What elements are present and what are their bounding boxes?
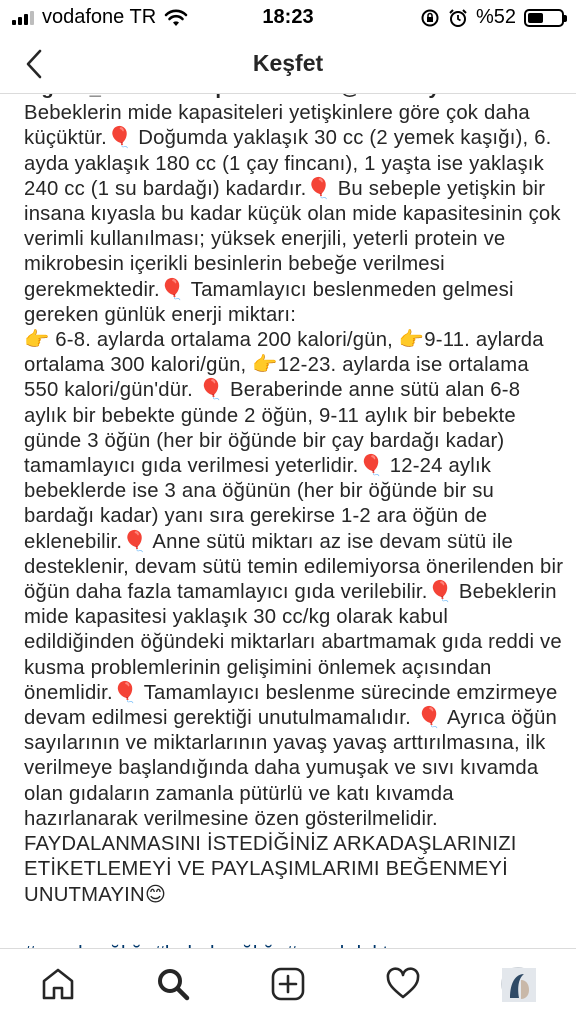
rotation-lock-icon — [420, 8, 440, 28]
battery-level-fill — [528, 13, 543, 23]
home-icon — [40, 966, 76, 1002]
tab-search[interactable] — [143, 956, 203, 1012]
tab-new-post[interactable] — [258, 956, 318, 1012]
search-icon — [155, 966, 191, 1002]
carrier-label: vodafone TR — [42, 6, 157, 28]
status-bar — [0, 0, 576, 36]
avatar-image — [502, 968, 536, 1002]
status-time: 18:23 — [262, 6, 314, 28]
caption-text: Bebeklerin mide kapasiteleri yetişkinlere göre çok daha küçüktür.🎈 Doğumda yaklaşık 30 cc (2 yemek kaşığı), 6. ayda yaklaşık 180 cc (1 çay fincanı), 1 yaşta ise yaklaşık 240 cc (1 su bardağı) kadardır.🎈 Bu sebeple yetişkin bir insana kıyasla bu kadar küçük olan mide kapasitesinin çok verimli kullanılması; yüksek enerjili, yeterli protein ve mikrobesin içerikli besinlerin bebeğe verilmesi gerekmektedir.🎈 Tamamlayıcı beslenmeden gelmesi gereken günlük enerji miktarı: 👉 6-8. aylarda ortalama 200 kalori/gün, 👉9-11. aylarda ortalama 300 kalori/gün, 👉12-23. aylarda ise ortalama 550 kalori/gün'dür. 🎈 Beraberinde anne sütü alan 6-8 aylık bir bebekte günde 2 öğün, 9-11 aylık bir bebekte günde 3 öğün (her bir öğünde bir çay bardağı kadar) tamamlayıcı gıda verilmesi yeterlidir.🎈 12-24 aylık bebeklerde ise 3 ana öğünün (her bir öğünde bir su bardağı kadar) yanı sıra gerekirse 1-2 ara öğün de eklenebilir.🎈 Anne sütü miktarı az ise devam sütü ile desteklenir, devam sütü temin edilemiyorsa önerilenden bir öğün daha fazla tamamlayıcı gıda verilebilir.🎈 Bebeklerin mide kapasitesi yaklaşık 30 cc/kg olarak kabul edildiğinden öğündeki miktarları abartmamak gıda reddi ve kusma problemlerinin gelişimini önlemek açısından önemlidir.🎈 Tamamlayıcı beslenme sürecinde emzirmeye devam edilmesi gerektiği unutulmamalıdır. 🎈 Ayrıca öğün sayılarının ve miktarlarının yavaş yavaş arttırılmasına, ilk verilmeye başlandığında daha yumuşak ve sıvı kıvamda olan gıdaların zamanla pütürlü ve katı kıvamda hazırlanarak verilmesine özen gösterilmelidir. FAYDALANMASINI İSTEDİĞİNİZ ARKADAŞLARINIZI ETİKETLEMEYİ VE PAYLAŞIMLARIMI BEĞENMEYİ UNUTMAYIN😊 — [24, 102, 564, 906]
alarm-clock-icon — [448, 8, 468, 28]
bottom-tab-bar — [0, 948, 576, 1024]
battery-icon — [524, 9, 564, 27]
add-post-icon — [270, 966, 306, 1002]
post-caption-area[interactable] — [24, 76, 564, 958]
activity-heart-icon — [385, 966, 421, 1002]
battery-percent: %52 — [475, 6, 516, 28]
post-caption — [24, 76, 564, 908]
tab-home[interactable] — [28, 956, 88, 1012]
profile-avatar — [501, 967, 535, 1001]
status-right — [420, 6, 564, 29]
tab-activity[interactable] — [373, 956, 433, 1012]
page-title: Keşfet — [252, 50, 324, 76]
tab-profile[interactable] — [488, 956, 548, 1012]
navigation-bar — [0, 36, 576, 94]
